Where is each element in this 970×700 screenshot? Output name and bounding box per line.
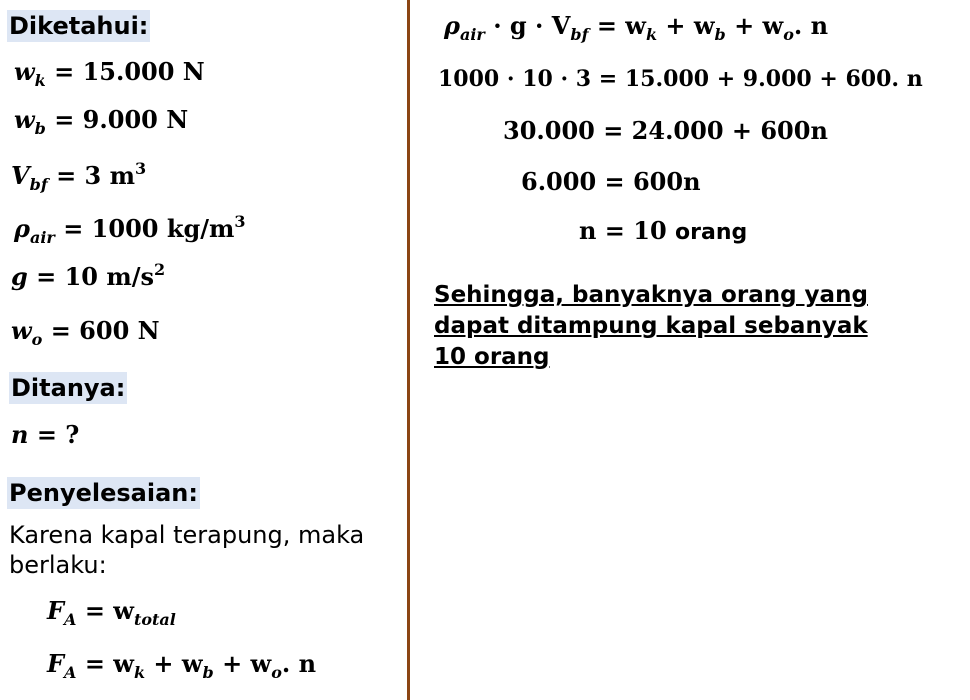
- known-weight-cargo: $w_b = 9.000$ N: [14, 105, 189, 138]
- step-2-substitution: 1000 · 10 · 3 = 15.000 + 9.000 + 600. n: [438, 66, 923, 92]
- step-4-simplify: 6.000 = 600n: [521, 167, 701, 196]
- conclusion-text: Sehingga, banyaknya orang yang dapat ditampung kapal sebanyak 10 orang: [434, 282, 868, 370]
- equation-buoyancy-expanded: $F_A = w_k + w_b + w_o$. n: [47, 649, 317, 682]
- step-1-equation: $\rho_{air} \cdot g \cdot V_{bf} = w_k + w_b + w_o$. n: [444, 11, 829, 44]
- known-gravity: g = 10 $m/s^2$: [11, 260, 166, 291]
- known-weight-ship: $w_k = 15.000$ N: [14, 57, 205, 90]
- solution-heading: Penyelesaian:: [9, 479, 198, 507]
- equation-buoyancy-total: $F_A = w_{total}$: [47, 596, 176, 629]
- known-weight-person: $w_o = 600$ N: [11, 316, 160, 349]
- solution-text: Karena kapal terapung, maka berlaku:: [9, 521, 365, 579]
- step-5-result: n = 10 orang: [579, 216, 748, 245]
- asked-heading: Ditanya:: [11, 374, 126, 402]
- column-divider: [407, 0, 410, 700]
- known-heading: Diketahui:: [9, 12, 149, 40]
- step-3-simplify: 30.000 = 24.000 + 600n: [503, 116, 828, 145]
- known-submerged-volume: $V_{bf} = 3$ $m^3$: [11, 159, 147, 194]
- known-water-density: $\rho_{air} = 1000$ $kg/m^3$: [14, 212, 246, 247]
- asked-value: n = ?: [11, 420, 80, 449]
